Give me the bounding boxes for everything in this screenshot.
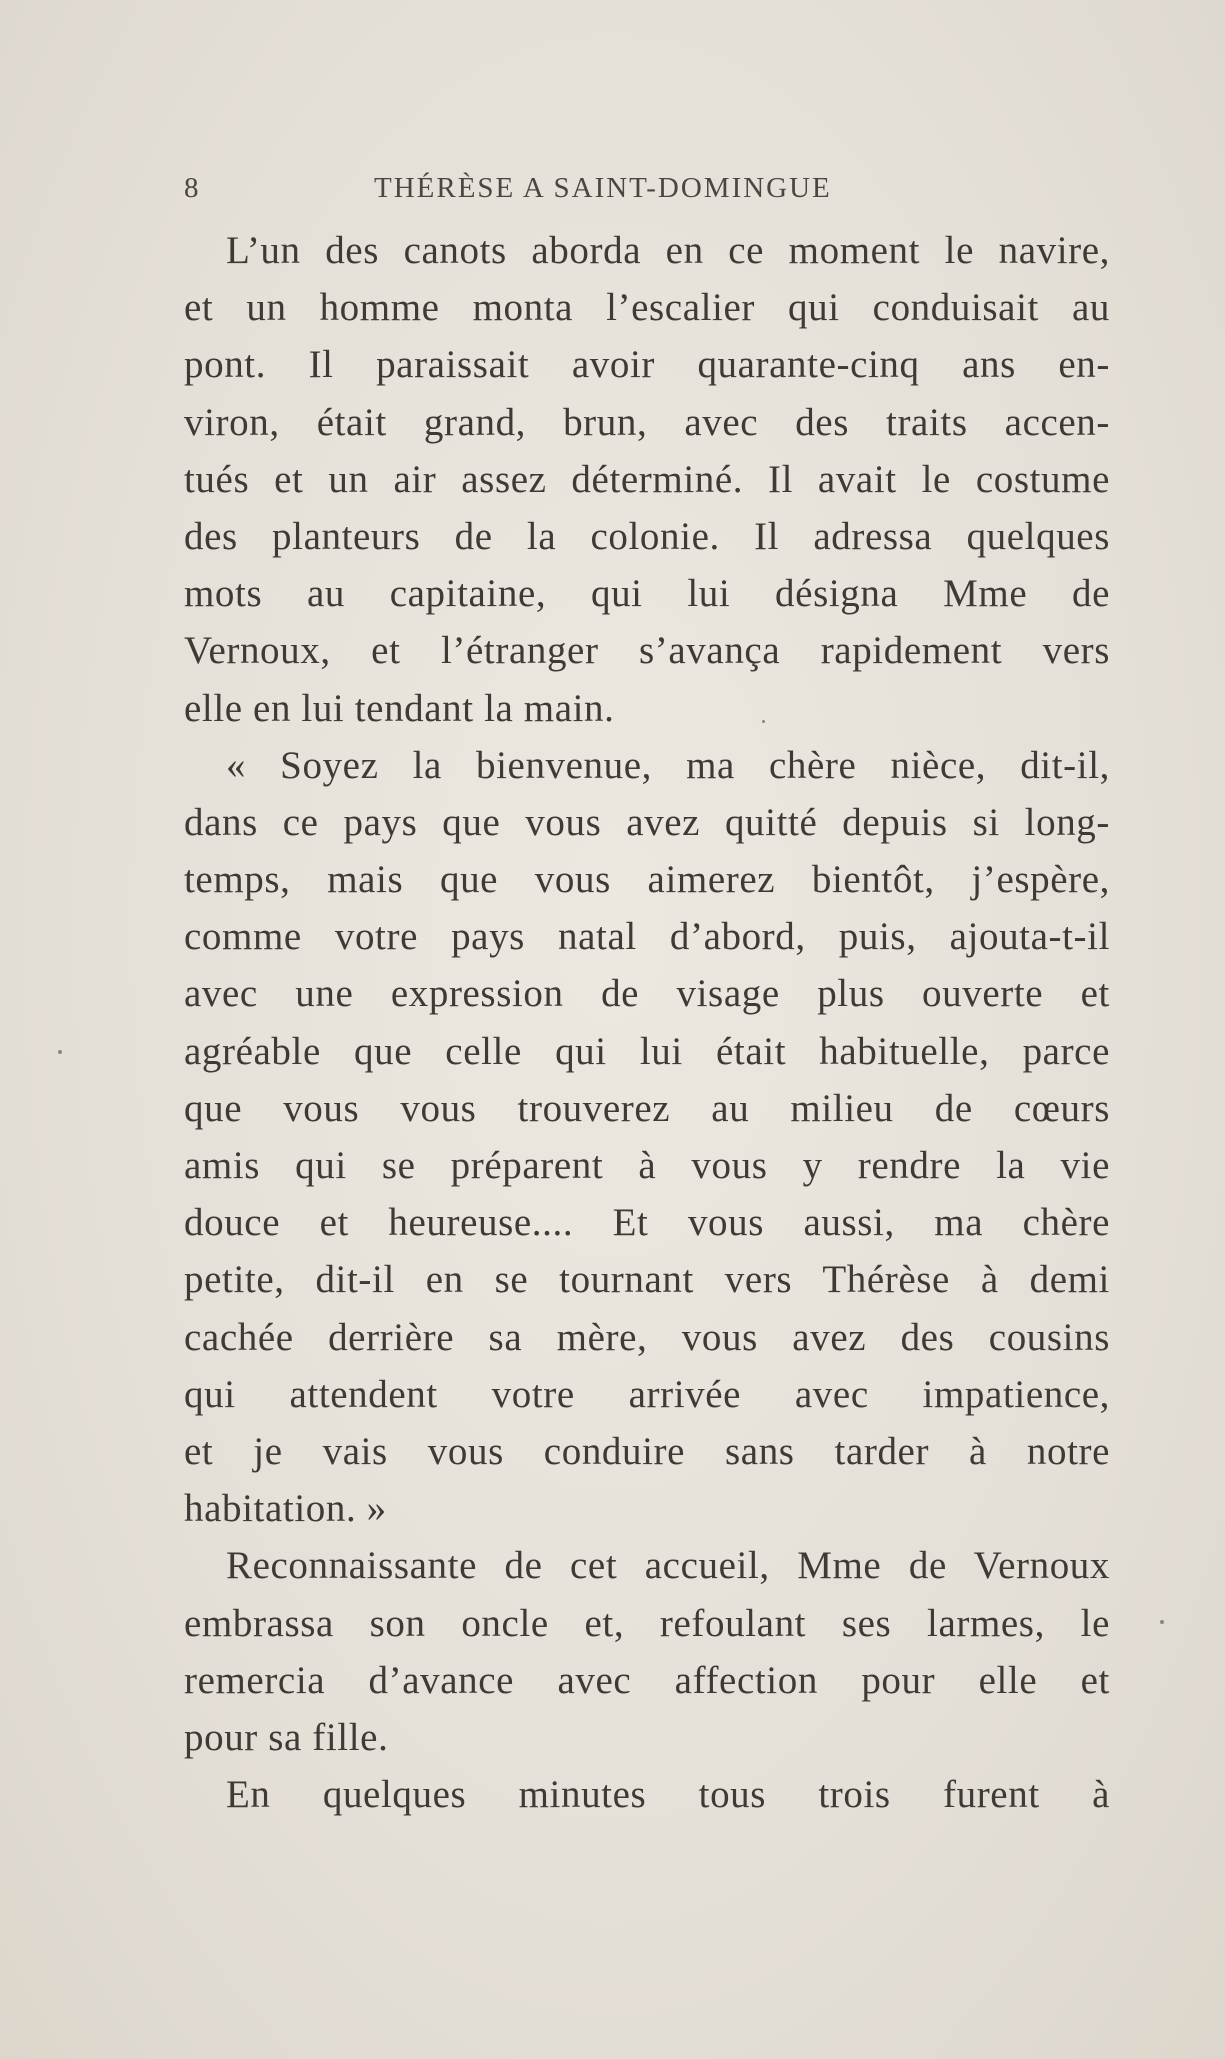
text-line: En quelques minutes tous trois furent à <box>226 1773 1110 1817</box>
text-line: cachée derrière sa mère, vous avez des cousins <box>184 1315 1110 1359</box>
text-line: douce et heureuse.... Et vous aussi, ma chère <box>184 1201 1110 1245</box>
page-number: 8 <box>184 172 200 204</box>
text-line: temps, mais que vous aimerez bientôt, j’espère, <box>184 858 1110 902</box>
text-line: des planteurs de la colonie. Il adressa quelques <box>184 514 1110 558</box>
text-line: Vernoux, et l’étranger s’avança rapidement vers <box>184 629 1110 673</box>
paper-speck <box>1160 1620 1164 1624</box>
text-line: pour sa fille. <box>184 1715 389 1759</box>
text-line: viron, était grand, brun, avec des traits accen- <box>184 400 1110 444</box>
text-line: petite, dit-il en se tournant vers Thérèse à demi <box>184 1258 1110 1302</box>
text-line: agréable que celle qui lui était habituelle, parce <box>184 1029 1110 1073</box>
text-line: dans ce pays que vous avez quitté depuis si long- <box>184 800 1110 844</box>
text-line: remercia d’avance avec affection pour elle et <box>184 1658 1110 1702</box>
text-line: elle en lui tendant la main. <box>184 686 615 730</box>
text-line: embrassa son oncle et, refoulant ses larmes, le <box>184 1601 1110 1645</box>
text-line: comme votre pays natal d’abord, puis, ajouta-t-il <box>184 915 1110 959</box>
text-line: « Soyez la bienvenue, ma chère nièce, dit-il, <box>226 743 1110 787</box>
text-line: mots au capitaine, qui lui désigna Mme de <box>184 572 1110 616</box>
paper-speck <box>58 1050 62 1054</box>
text-line: que vous vous trouverez au milieu de cœurs <box>184 1086 1110 1130</box>
running-title: THÉRÈSE A SAINT-DOMINGUE <box>374 172 832 204</box>
text-line: et je vais vous conduire sans tarder à notre <box>184 1429 1110 1473</box>
text-line: qui attendent votre arrivée avec impatience, <box>184 1372 1110 1416</box>
text-line: Reconnaissante de cet accueil, Mme de Vernoux <box>226 1544 1110 1588</box>
text-line: habitation. » <box>184 1487 387 1531</box>
text-line: amis qui se préparent à vous y rendre la vie <box>184 1144 1110 1187</box>
text-line: pont. Il paraissait avoir quarante-cinq ans en- <box>184 343 1110 387</box>
text-line: tués et un air assez déterminé. Il avait le costume <box>184 457 1110 501</box>
paper-speck <box>762 720 765 723</box>
text-line: et un homme monta l’escalier qui conduisait au <box>184 286 1110 330</box>
text-line: L’un des canots aborda en ce moment le navire, <box>226 229 1110 272</box>
text-line: avec une expression de visage plus ouverte et <box>184 972 1110 1016</box>
body-text <box>184 222 1110 1823</box>
running-head <box>184 172 924 212</box>
